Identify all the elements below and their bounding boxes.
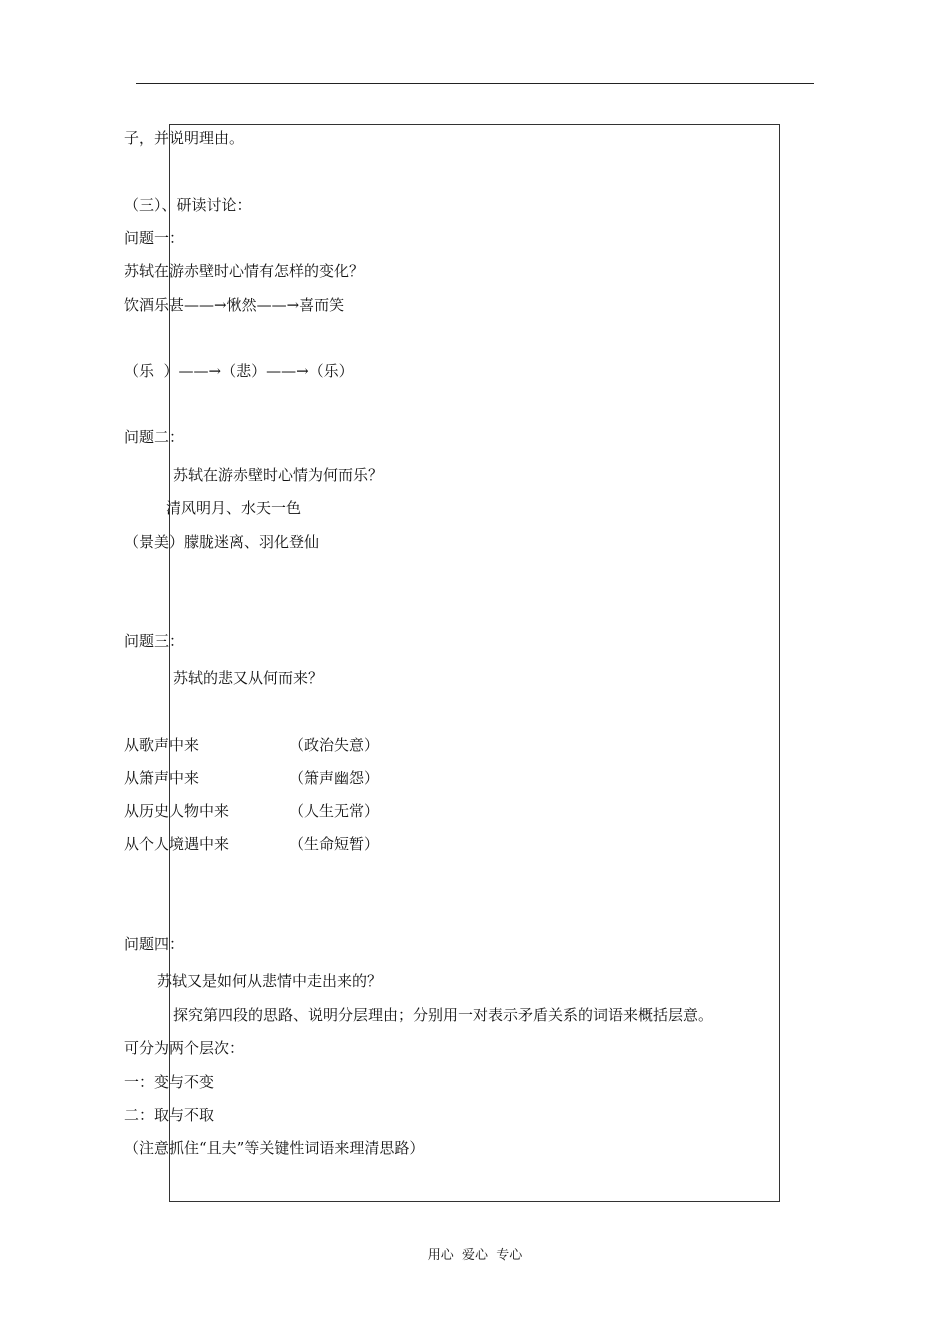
text-line: 子，并说明理由。 <box>124 129 245 147</box>
header-rule <box>136 83 814 84</box>
question-text: 苏轼在游赤壁时心情为何而乐？ <box>173 466 384 484</box>
mood-sequence: 饮酒乐甚——→愀然——→喜而笑 <box>124 296 345 314</box>
question-text: 苏轼在游赤壁时心情有怎样的变化？ <box>124 262 365 280</box>
source-meaning: （人生无常） <box>289 802 380 820</box>
page-footer: 用心 爱心 专心 <box>427 1248 523 1263</box>
answer-text: 清风明月、水天一色 <box>166 499 302 517</box>
answer-text: 可分为两个层次： <box>124 1039 245 1057</box>
question-heading: 问题四： <box>124 935 185 953</box>
source-meaning: （政治失意） <box>289 736 380 754</box>
source-item: 从歌声中来 <box>124 736 200 754</box>
answer-text: 一：变与不变 <box>124 1073 215 1091</box>
source-item: 从个人境遇中来 <box>124 835 230 853</box>
source-item: 从历史人物中来 <box>124 802 230 820</box>
source-item: 从箫声中来 <box>124 769 200 787</box>
section-heading: （三）、研读讨论： <box>124 196 252 214</box>
answer-text: （景美）朦胧迷离、羽化登仙 <box>124 533 320 551</box>
task-text: 探究第四段的思路、说明分层理由；分别用一对表示矛盾关系的词语来概括层意。 <box>173 1006 714 1024</box>
question-text: 苏轼的悲又从何而来？ <box>173 669 324 687</box>
note-text: （注意抓住“且夫”等关键性词语来理清思路） <box>124 1139 425 1157</box>
question-heading: 问题一： <box>124 229 185 247</box>
source-meaning: （生命短暂） <box>289 835 380 853</box>
answer-text: 二：取与不取 <box>124 1106 215 1124</box>
source-meaning: （箫声幽怨） <box>289 769 380 787</box>
question-text: 苏轼又是如何从悲情中走出来的？ <box>157 972 383 990</box>
mood-summary: （乐 ）——→（悲）——→（乐） <box>124 362 354 380</box>
question-heading: 问题二： <box>124 428 185 446</box>
content-frame <box>169 124 780 1202</box>
question-heading: 问题三： <box>124 632 185 650</box>
